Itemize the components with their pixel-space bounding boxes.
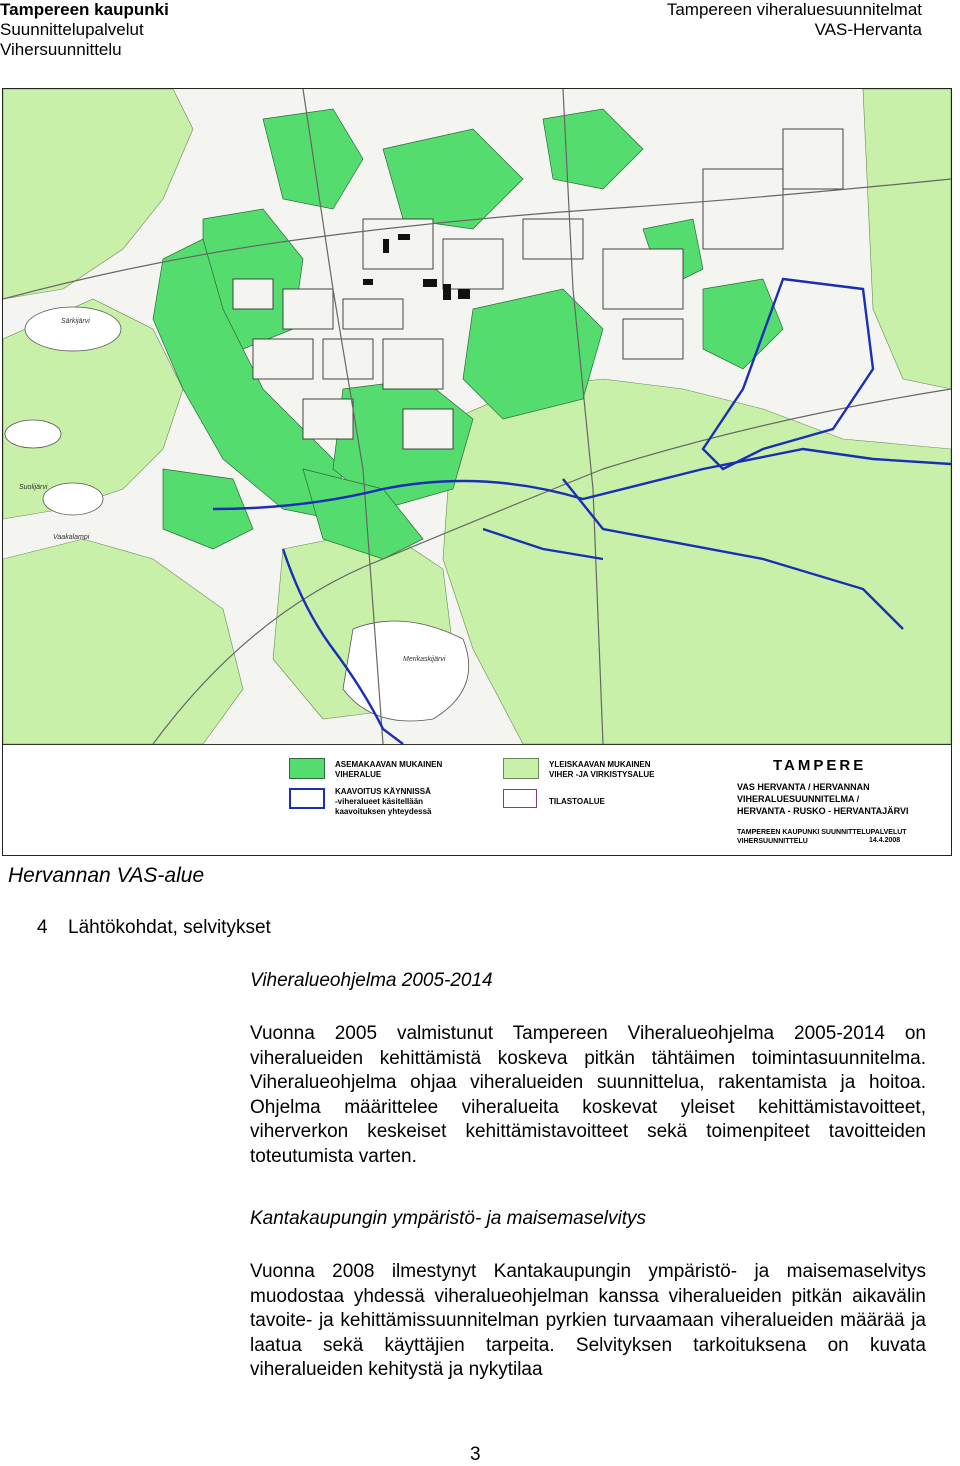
figure-caption: Hervannan VAS-alue	[8, 864, 205, 887]
paragraph-viheralueohjelma: Vuonna 2005 valmistunut Tampereen Viheralueohjelma 2005-2014 on viheralueiden kehittämistä koskeva pitkän tähtäimen toimintasuunnitelma. Viheralueohjelma ohjaa viheralueiden suunnittelua, rakentamista ja hoitoa. Ohjelma määrittelee viheralueita koskevat yleiset kehittämistavoitteet, viherverkon keskeiset kehittämistavoitteet sekä toimenpiteet tavoitteiden toteutumista varten.	[250, 1023, 926, 1167]
map-date: 14.4.2008	[869, 837, 901, 844]
section-heading	[37, 917, 271, 939]
map-legend	[3, 744, 951, 856]
page-header-left	[0, 0, 169, 60]
legend-label: YLEISKAAVAN MUKAINEN VIHER -JA VIRKISTYSALUE	[549, 760, 655, 779]
page-number: 3	[470, 1444, 481, 1465]
legend-swatch-dark-green	[289, 758, 325, 779]
legend-swatch-blue-outline	[289, 788, 325, 809]
place-name: Merikaskijärvi	[403, 656, 446, 663]
map-credits: TAMPEREEN KAUPUNKI SUUNNITTELUPALVELUT VIHERSUUNNITTELU	[737, 829, 907, 845]
section-number: 4	[37, 917, 48, 938]
legend-swatch-light-green	[503, 758, 539, 779]
legend-swatch-purple-outline	[503, 789, 537, 808]
document-area: VAS-Hervanta	[814, 20, 922, 39]
subheading-viheralueohjelma: Viheralueohjelma 2005-2014	[250, 970, 493, 991]
document-series: Tampereen viheraluesuunnitelmat	[666, 0, 922, 19]
area-map	[2, 88, 952, 856]
department-name: Suunnittelupalvelut	[0, 20, 144, 39]
legend-label: ASEMAKAAVAN MUKAINEN VIHERALUE	[335, 760, 443, 779]
section-title: Lähtökohdat, selvitykset	[68, 917, 271, 938]
page-header-right	[667, 0, 922, 40]
legend-label: TILASTOALUE	[549, 797, 605, 806]
map-subtitle: VAS HERVANTA / HERVANNAN VIHERALUESUUNNITELMA / HERVANTA - RUSKO - HERVANTAJÄRVI	[737, 782, 909, 816]
subheading-maisemaselvitys: Kantakaupungin ympäristö- ja maisemaselvitys	[250, 1208, 647, 1229]
place-name: Suolijärvi	[19, 484, 48, 491]
place-name: Vaakalampi	[53, 534, 90, 541]
place-name: Särkijärvi	[61, 318, 90, 325]
paragraph-maisemaselvitys: Vuonna 2008 ilmestynyt Kantakaupungin ympäristö- ja maisemaselvitys muodostaa yhdessä viheralueohjelman kanssa viheralueiden pitkän aikavälin tavoite- ja kehittämissuunnitelman pyrkien turvaamaan viheralueiden määrää ja laatua sekä käyttäjien tarpeita. Selvityksen tarkoituksena on kuvata viheralueiden kehitystä ja nykytilaa	[250, 1261, 926, 1380]
legend-label: KAAVOITUS KÄYNNISSÄ -viheralueet käsitellään kaavoituksen yhteydessä	[335, 787, 432, 816]
unit-name: Vihersuunnittelu	[0, 40, 122, 59]
map-title: TAMPERE	[773, 757, 867, 774]
org-name: Tampereen kaupunki	[0, 0, 169, 19]
map-drawing	[3, 89, 951, 744]
